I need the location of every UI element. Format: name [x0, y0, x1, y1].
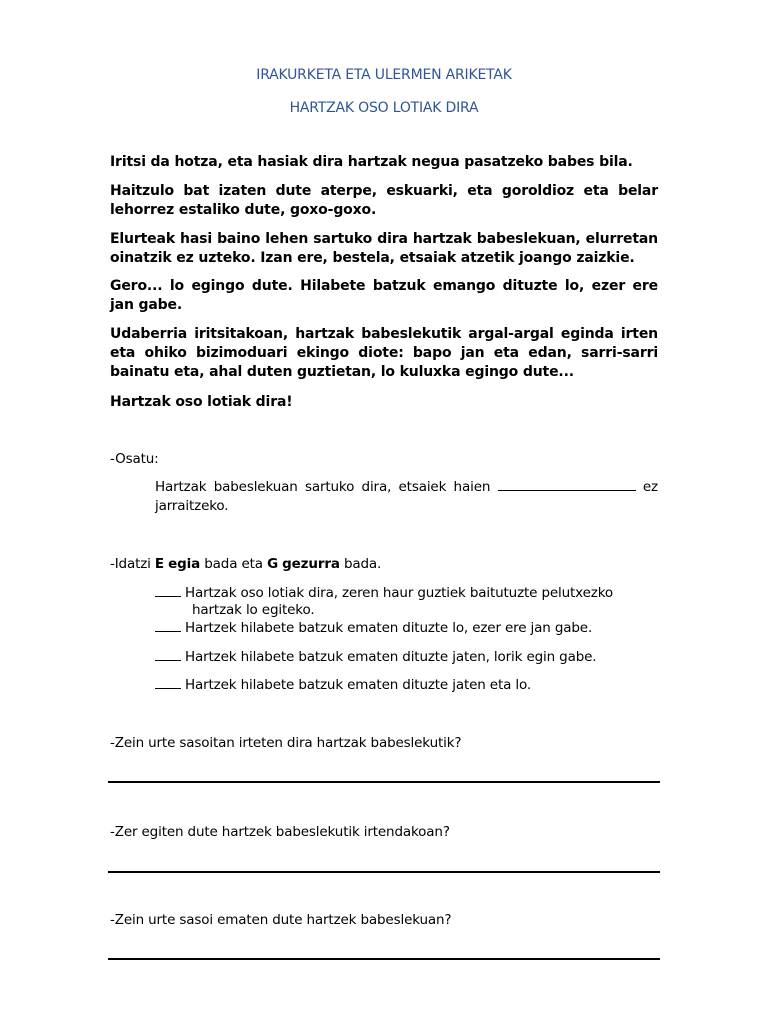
true-false-item	[155, 648, 658, 666]
e-word: egia	[168, 556, 201, 572]
question: -Zein urte sasoi ematen dute hartzek babeslekuan?	[110, 912, 452, 928]
story-title: HARTZAK OSO LOTIAK DIRA	[289, 100, 479, 116]
answer-blank[interactable]	[155, 648, 181, 661]
item-text: Hartzek hilabete batzuk ematen dituzte lo, ezer ere jan gabe.	[185, 620, 593, 636]
story-paragraph: Gero... lo egingo dute. Hilabete batzuk emango dituzte lo, ezer ere jan gabe.	[110, 278, 658, 313]
item-text: Hartzek hilabete batzuk ematen dituzte jaten eta lo.	[185, 677, 531, 693]
answer-blank[interactable]	[155, 619, 181, 632]
answer-line[interactable]	[108, 781, 660, 783]
answer-blank[interactable]	[155, 584, 181, 597]
story-paragraph: Udaberria iritsitakoan, hartzak babeslekutik argal-argal eginda irten eta ohiko bizimoduari ekingo diote: bapo jan eta edan, sarri-sarri bainatu eta, ahal duten guztietan, lo kuluxka egingo dute...	[110, 326, 658, 380]
fill-in-sentence	[155, 478, 658, 516]
true-false-item	[155, 676, 658, 694]
instruction-middle: bada eta	[200, 556, 268, 572]
fill-sentence-start: Hartzak babeslekuan sartuko dira, etsaiek haien	[155, 479, 491, 495]
answer-line[interactable]	[108, 958, 660, 960]
answer-line[interactable]	[108, 871, 660, 873]
item-text: Hartzak oso lotiak dira, zeren haur guztiek baitutuzte pelutxezko	[185, 585, 613, 601]
instruction-suffix: bada.	[339, 556, 382, 572]
worksheet-title: IRAKURKETA ETA ULERMEN ARIKETAK	[256, 67, 512, 83]
item-text-continued: hartzak lo egiteko.	[192, 602, 315, 618]
instruction-prefix: -Idatzi	[110, 556, 155, 572]
g-word: gezurra	[282, 556, 340, 572]
true-false-item	[155, 584, 658, 619]
story-paragraph: Haitzulo bat izaten dute aterpe, eskuarki, eta goroldioz eta belar lehorrez estaliko dute, goxo-goxo.	[110, 183, 658, 218]
true-false-item	[155, 619, 658, 637]
e-letter: E	[154, 556, 164, 572]
question: -Zer egiten dute hartzek babeslekutik irtendakoan?	[110, 824, 450, 840]
question: -Zein urte sasoitan irteten dira hartzak babeslekutik?	[110, 735, 462, 751]
item-text: Hartzek hilabete batzuk ematen dituzte jaten, lorik egin gabe.	[185, 649, 597, 665]
fill-blank[interactable]	[498, 478, 636, 491]
story-paragraph: Hartzak oso lotiak dira!	[110, 394, 293, 410]
exercise-true-false-label	[110, 555, 381, 573]
fill-sentence-end: ez jarraitzeko.	[155, 479, 658, 514]
story-paragraph: Elurteak hasi baino lehen sartuko dira hartzak babeslekuan, elurretan oinatzik ez uzteko. Izan ere, bestela, etsaiak atzetik joango zaizkie.	[110, 231, 658, 266]
answer-blank[interactable]	[155, 676, 181, 689]
g-letter: G	[267, 556, 278, 572]
exercise-fill-label: -Osatu:	[110, 451, 159, 467]
story-paragraph: Iritsi da hotza, eta hasiak dira hartzak negua pasatzeko babes bila.	[110, 154, 633, 170]
